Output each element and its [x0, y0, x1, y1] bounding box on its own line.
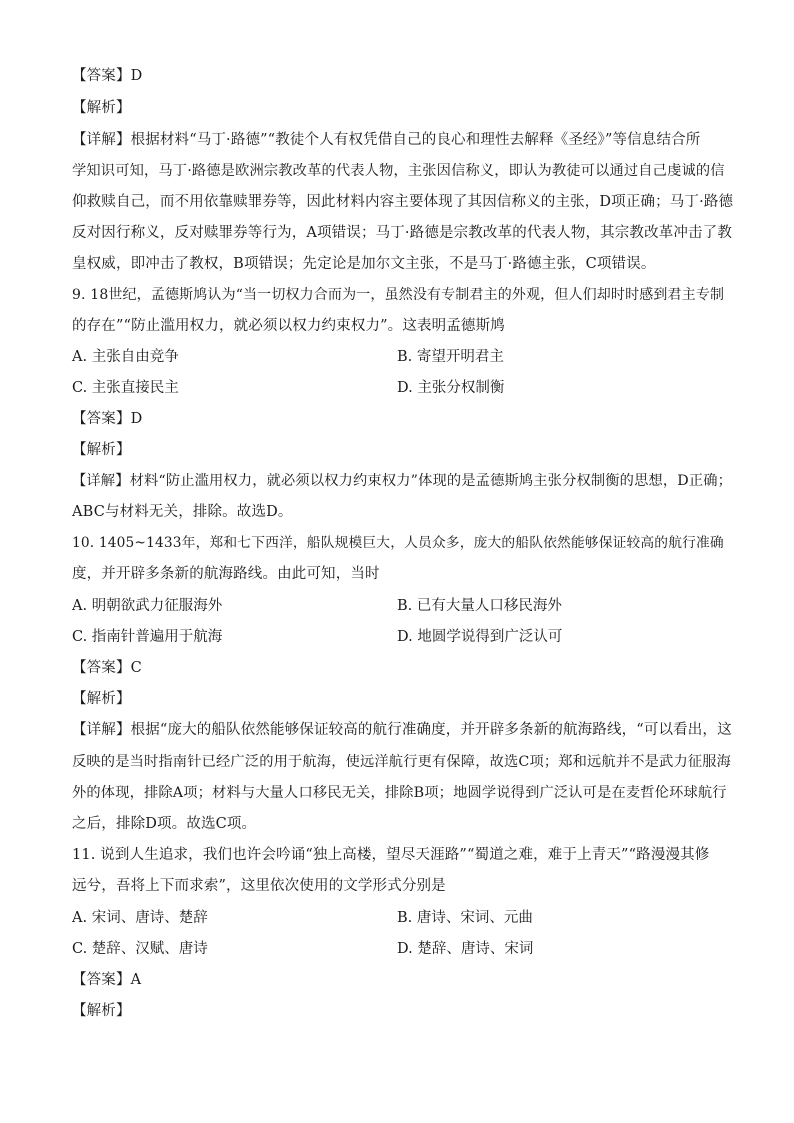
q8-analysis-heading: 【解析】: [72, 100, 131, 116]
q9-analysis-heading: 【解析】: [72, 442, 131, 458]
q10-answer: 【答案】C: [72, 660, 142, 676]
q11-option-d: D. 楚辞、唐诗、宋词: [397, 941, 534, 957]
q10-detail-line: 外的体现，排除A项；材料与大量人口移民无关，排除B项；地圆学说得到广泛认可是在麦哲伦环球航行: [72, 785, 727, 801]
q9-detail-line: 【详解】材料“防止滥用权力，就必须以权力约束权力”体现的是孟德斯鸠主张分权制衡的思想，D正确；: [72, 473, 733, 489]
q11-option-c: C. 楚辞、汉赋、唐诗: [72, 941, 208, 957]
q11-stem-line: 11. 说到人生追求，我们也许会吟诵“独上高楼，望尽天涯路”“蜀道之难，难于上青天”“路漫漫其修: [72, 847, 710, 863]
q9-option-d: D. 主张分权制衡: [397, 380, 505, 396]
q11-stem-line: 远兮，吾将上下而求索”，这里依次使用的文学形式分别是: [72, 878, 446, 894]
q10-detail-line: 【详解】根据“庞大的船队依然能够保证较高的航行准确度，并开辟多条新的航海路线，“可以看出，这: [72, 722, 732, 738]
q9-stem-line: 的存在”“防止滥用权力，就必须以权力约束权力”。这表明孟德斯鸠: [72, 318, 505, 334]
q10-detail-line: 反映的是当时指南针已经广泛的用于航海，使远洋航行更有保障，故选C项；郑和远航并不是武力征服海: [72, 754, 732, 770]
q8-detail-line: 皇权威，即冲击了教权，B项错误；先定论是加尔文主张，不是马丁·路德主张，C项错误。: [72, 256, 656, 272]
q10-analysis-heading: 【解析】: [72, 691, 131, 707]
q11-analysis-heading: 【解析】: [72, 1003, 131, 1019]
q10-option-a: A. 明朝欲武力征服海外: [72, 598, 223, 614]
q8-detail-line: 学知识可知，马丁·路德是欧洲宗教改革的代表人物，主张因信称义，即认为教徒可以通过自己虔诚的信: [72, 163, 725, 179]
q10-option-c: C. 指南针普遍用于航海: [72, 629, 223, 645]
q10-option-b: B. 已有大量人口移民海外: [397, 598, 562, 614]
q9-answer: 【答案】D: [72, 411, 143, 427]
q9-option-a: A. 主张自由竞争: [72, 349, 179, 365]
q8-detail-line: 反对因行称义，反对赎罪券等行为，A项错误；马丁·路德是宗教改革的代表人物，其宗教改革冲击了教: [72, 225, 732, 241]
q10-detail-line: 之后，排除D项。故选C项。: [72, 816, 257, 832]
q9-stem-line: 9. 18世纪，孟德斯鸠认为“当一切权力合而为一，虽然没有专制君主的外观，但人们却时时感到君主专制: [72, 287, 725, 303]
q11-option-a: A. 宋词、唐诗、楚辞: [72, 910, 208, 926]
q8-answer: 【答案】D: [72, 68, 143, 84]
q8-detail-line: 仰救赎自己，而不用依靠赎罪券等，因此材料内容主要体现了其因信称义的主张，D项正确；马丁·路德: [72, 194, 734, 210]
q8-detail-line: 【详解】根据材料“马丁·路德”“教徒个人有权凭借自己的良心和理性去解释《圣经》”等信息结合所: [72, 132, 701, 148]
q11-answer: 【答案】A: [72, 972, 142, 988]
q10-option-d: D. 地圆学说得到广泛认可: [397, 629, 563, 645]
q10-stem-line: 度，并开辟多条新的航海路线。由此可知，当时: [72, 566, 380, 582]
q9-option-c: C. 主张直接民主: [72, 380, 179, 396]
q9-detail-line: ABC与材料无关，排除。故选D。: [72, 504, 293, 520]
q11-option-b: B. 唐诗、宋词、元曲: [397, 910, 533, 926]
q10-stem-line: 10. 1405~1433年，郑和七下西洋，船队规模巨大，人员众多，庞大的船队依然能够保证较高的航行准确: [72, 535, 724, 551]
q9-option-b: B. 寄望开明君主: [397, 349, 504, 365]
